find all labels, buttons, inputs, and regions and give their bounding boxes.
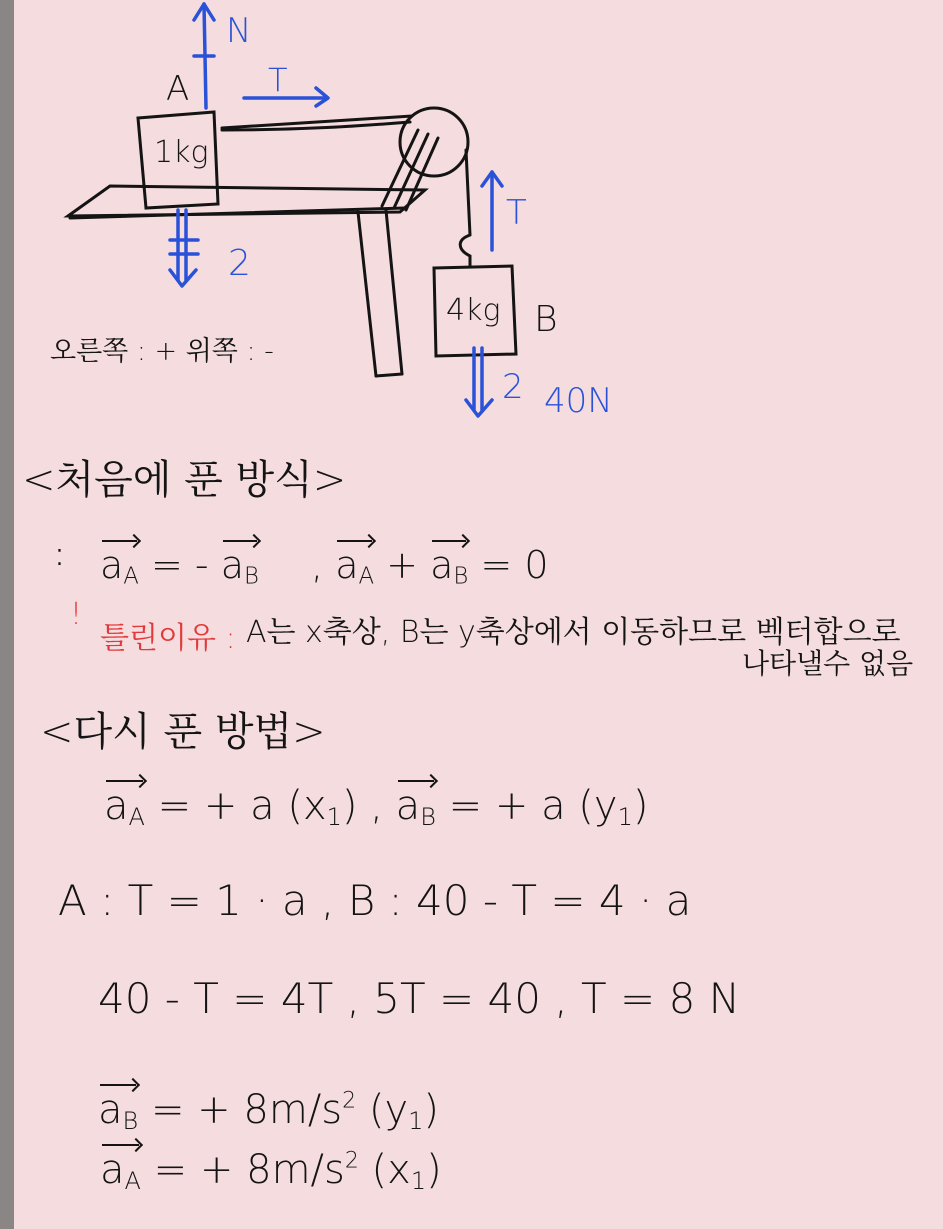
sign-convention: 오른쪽 : + 위쪽 : - <box>50 336 274 367</box>
vector-a-b-def: $a_B$ <box>395 783 436 831</box>
vector-a-a-result: $a_A$ <box>100 1147 141 1195</box>
tension-vertical-label: T <box>506 193 527 233</box>
mistake-text-line-1: A는 x축상, B는 y축상에서 이동하므로 벡터합으로 <box>246 615 901 650</box>
block-a-mass: 1kg <box>154 135 209 170</box>
vector-a-b-result: $a_B$ <box>98 1087 139 1135</box>
vector-a-a-sum: $a_A$ <box>335 543 375 590</box>
vector-a-a-def: $a_A$ <box>104 783 145 831</box>
tension-horizontal-label: T <box>268 61 288 99</box>
vector-a-b-sum: $a_B$ <box>430 543 469 590</box>
result-a-b: $a_B$ = + $8m/s^2$ $(y_1)$ <box>98 1087 440 1135</box>
result-a-a: $a_A$ = + $8m/s^2$ $(x_1)$ <box>100 1147 442 1195</box>
vector-a-a: $a_A$ <box>100 543 139 590</box>
first-equations: $a_A$ = - $a_B$ , $a_A + a_B = 0$ <box>100 543 549 590</box>
force-n-label: N <box>226 11 252 51</box>
block-a-label: A <box>166 69 190 109</box>
first-approach-heading: <처음에 푼 방식> <box>22 457 347 503</box>
gravity-a-label: 2 <box>228 243 251 284</box>
tension-solution: 40 - T = 4T , 5T = 40 , T = 8 N <box>98 974 741 1023</box>
mistake-mark: ! <box>70 597 83 632</box>
mistake-text-line-2: 나타낼수 없음 <box>742 647 914 680</box>
bullet-colon: ⁚ <box>56 546 63 571</box>
newton-equations: A : T = 1 · a , B : 40 - T = 4 · a <box>58 876 692 925</box>
block-b-mass: 4kg <box>446 293 501 328</box>
block-b-label: B <box>534 299 558 340</box>
gravity-b-label: 2 <box>502 367 524 407</box>
mistake-label: 틀린이유 : <box>100 621 236 656</box>
vector-a-b: $a_B$ <box>220 543 259 590</box>
acceleration-definitions: $a_A$ = + a $(x_1)$ , $a_B$ = + a $(y_1)$ <box>104 783 649 831</box>
weight-b-label: 40N <box>544 381 613 421</box>
second-approach-heading: <다시 푼 방법> <box>40 709 326 755</box>
